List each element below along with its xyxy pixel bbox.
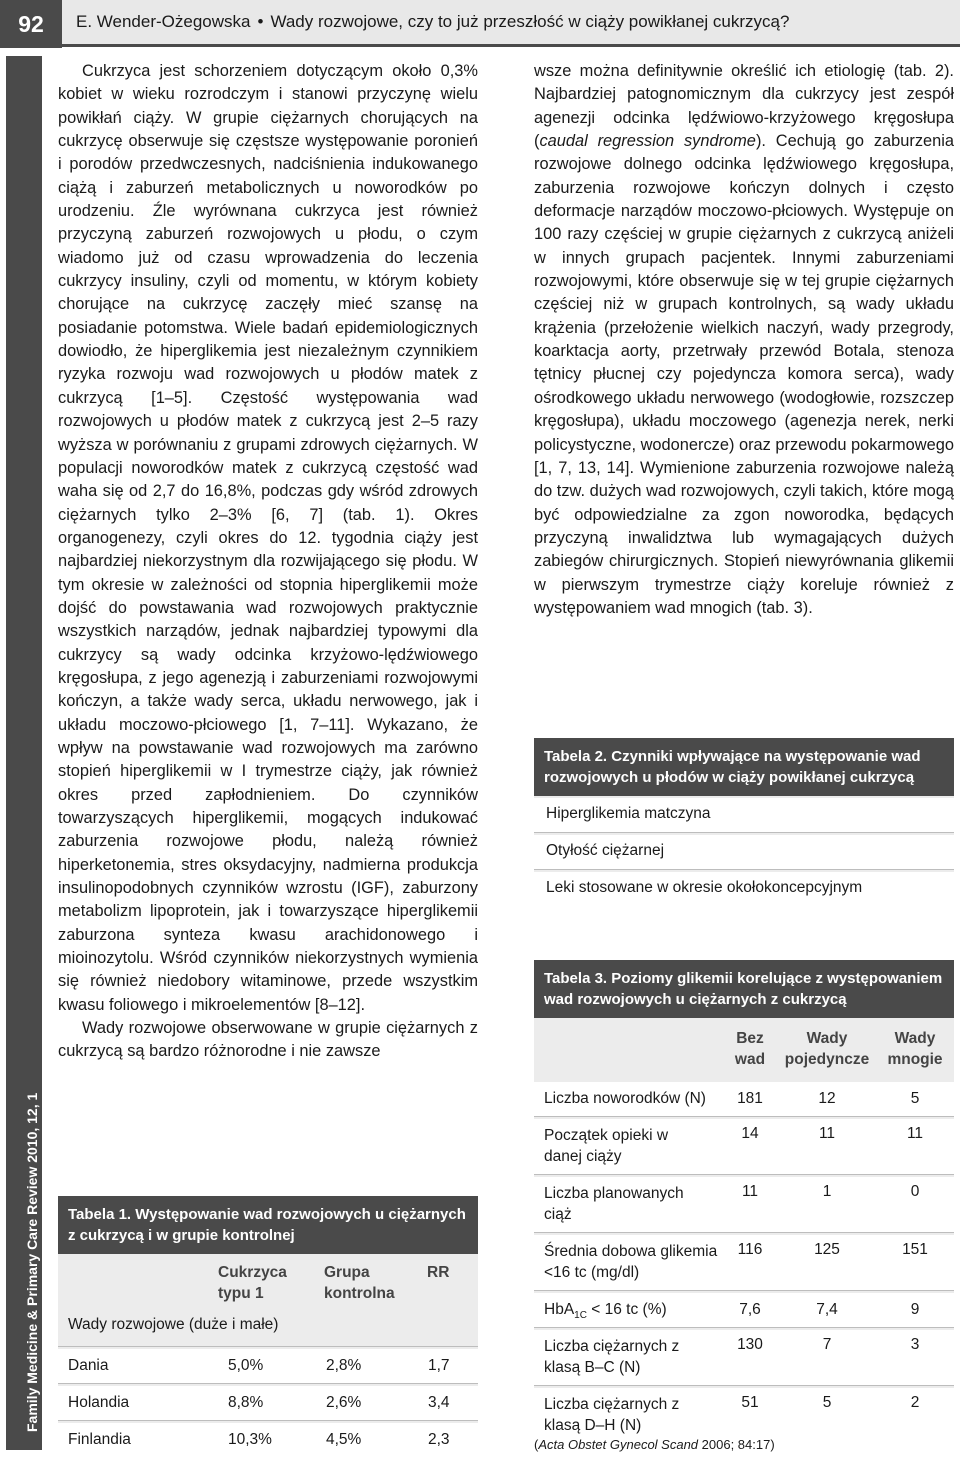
- table-2: [534, 738, 954, 906]
- cell-value: 3,4: [428, 1394, 450, 1411]
- table-row: [534, 1082, 954, 1117]
- cell-value: 12: [818, 1090, 836, 1107]
- table-1-header-row: [58, 1254, 478, 1308]
- table-row: [58, 1386, 478, 1421]
- row-label: Holandia: [68, 1394, 130, 1411]
- text-run: wsze można definitywnie określić ich etiologię (tab. 2). Najbardziej patognomicznym dla cukrzycy jest zespół agenezji odcinka lędźwiowo-krzyżowego kręgosłupa (: [534, 62, 954, 151]
- row-label: Liczba planowanych ciąż: [544, 1185, 684, 1223]
- cell-value: 181: [737, 1090, 763, 1107]
- row-label: Początek opieki w danej ciąży: [544, 1127, 669, 1165]
- table-row: [534, 1388, 954, 1443]
- body-paragraph: Wady rozwojowe obserwowane w grupie ciężarnych z cukrzycą są bardzo różnorodne i nie zawsze: [58, 1019, 478, 1061]
- table-3-source: [534, 1437, 775, 1452]
- text-run: ). Cechują go zaburzenia rozwojowe dolnego odcinka lędźwiowego kręgosłupa, zaburzenia rozwojowe kończyn dolnych i często deformacje narządów moczowo-płciowych. Występuje on 100 razy częściej w grupie ciężarnych z cukrzycą aniżeli w innych grupach pacjentek. Innymi zaburzeniami rozwojowymi, które obserwuje się w tej grupie ciężarnych częściej niż w grupach kontrolnych, są wady układu krążenia (przełożenie wielkich naczyń, wady przegrody, koarktacja aorty, przetrwały przewód Botala, stenoza tętnicy płucnej czy pojedyncza komora serca), wady ośrodkowego układu nerwowego (wodogłowie, rozszczep kręgosłupa), układu moczowego (agenezja nerek, nerki policystyczne, wodonercze) oraz przewodu pokarmowego [1, 7, 13, 14]. Wymienione zaburzenia rozwojowe należą do tzw. dużych wad rozwojowych, czyli takich, które mogą być odpowiedzialne za zgon noworodka, będących przyczyną inwalidztwa lub wymagających dużych zabiegów chirurgicznych. Stopień niewyrównania glikemii w pierwszym trymestrze ciąży koreluje również z występowaniem wad mnogich (tab. 3).: [534, 132, 954, 617]
- italic-term: caudal regression syndrome: [539, 132, 756, 151]
- row-label: [544, 1301, 719, 1321]
- table-row: [58, 1423, 478, 1457]
- table-row: [534, 1293, 954, 1328]
- table-row: [534, 1119, 954, 1175]
- list-item: [534, 872, 954, 906]
- cell-value: 7,6: [739, 1301, 761, 1318]
- cell-value: 11: [906, 1125, 924, 1142]
- cell-value: 5,0%: [228, 1357, 264, 1374]
- table-1-section-row: [58, 1308, 478, 1347]
- cell-value: 1: [822, 1183, 832, 1200]
- cell-value: 116: [737, 1241, 763, 1258]
- row-label: Liczba ciężarnych z klasą D–H (N): [544, 1396, 680, 1434]
- row-label: Średnia dobowa glikemia <16 tc (mg/dl): [544, 1243, 718, 1281]
- cell-value: 7: [822, 1336, 832, 1353]
- cell-value: 0: [910, 1183, 920, 1200]
- bullet-icon: •: [257, 12, 264, 31]
- row-label: Leki stosowane w okresie okołokoncepcyjnym: [546, 879, 863, 896]
- table-3-col-header: Wady pojedyncze: [784, 1030, 870, 1068]
- cell-value: 10,3%: [228, 1431, 272, 1448]
- cell-value: 2: [910, 1394, 920, 1411]
- cell-value: 2,6%: [326, 1394, 362, 1411]
- cell-value: 2,3: [428, 1431, 450, 1448]
- body-column-left: [58, 60, 478, 1064]
- table-1-section-label: Wady rozwojowe (duże i małe): [68, 1316, 279, 1333]
- cell-value: 8,8%: [228, 1394, 264, 1411]
- source-text: (: [534, 1437, 539, 1452]
- table-row: [58, 1349, 478, 1384]
- table-1: [58, 1196, 478, 1457]
- cell-value: 4,5%: [326, 1431, 362, 1448]
- cell-value: 3: [910, 1336, 920, 1353]
- row-label: Liczba ciężarnych z klasą B–C (N): [544, 1338, 680, 1376]
- cell-value: 51: [741, 1394, 759, 1411]
- table-2-title: Tabela 2. Czynniki wpływające na występowanie wad rozwojowych u płodów w ciąży powikłanej cukrzycą: [534, 738, 954, 796]
- header-authors: E. Wender-Ożegowska: [76, 12, 251, 31]
- label-subscript: 1C: [574, 1310, 587, 1322]
- body-paragraph: [534, 60, 954, 620]
- row-label: Dania: [68, 1357, 109, 1374]
- cell-value: 151: [902, 1241, 928, 1258]
- row-label: Otyłość ciężarnej: [546, 842, 665, 859]
- source-journal: Acta Obstet Gynecol Scand: [538, 1437, 699, 1452]
- cell-value: 7,4: [816, 1301, 838, 1318]
- cell-value: 125: [814, 1241, 840, 1258]
- page-number-text: 92: [18, 10, 44, 37]
- cell-value: 1,7: [428, 1357, 450, 1374]
- row-label: Liczba noworodków (N): [544, 1090, 706, 1107]
- table-3-col-header: Bez wad: [734, 1030, 766, 1068]
- list-item: [534, 798, 954, 833]
- table-1-col-header: Cukrzyca typu 1: [218, 1264, 287, 1302]
- cell-value: 11: [818, 1125, 836, 1142]
- label-text: HbA: [544, 1301, 575, 1318]
- table-3-header-row: [534, 1018, 954, 1080]
- cell-value: 14: [741, 1125, 759, 1142]
- table-row: [534, 1177, 954, 1233]
- journal-citation: Family Medicine & Primary Care Review 2010, 12, 1: [24, 1092, 40, 1432]
- table-row: [534, 1330, 954, 1386]
- table-3: [534, 960, 954, 1443]
- table-1-title: Tabela 1. Występowanie wad rozwojowych u ciężarnych z cukrzycą i w grupie kontrolnej: [58, 1196, 478, 1254]
- table-1-col-header: RR: [427, 1264, 450, 1281]
- body-column-right: [534, 60, 954, 620]
- table-3-col-header: Wady mnogie: [887, 1030, 943, 1068]
- source-text: 2006; 84:17): [698, 1437, 775, 1452]
- row-label: Hiperglikemia matczyna: [546, 805, 711, 822]
- header-title: Wady rozwojowe, czy to już przeszłość w ciąży powikłanej cukrzycą?: [270, 12, 790, 31]
- cell-value: 5: [822, 1394, 832, 1411]
- cell-value: 11: [741, 1183, 759, 1200]
- table-1-col-header: Grupa kontrolna: [324, 1264, 395, 1302]
- list-item: [534, 835, 954, 870]
- body-paragraph: Cukrzyca jest schorzeniem dotyczącym około 0,3% kobiet w wieku rozrodczym i stanowi przyczynę wielu powikłań ciąży. W grupie ciężarnych chorujących na cukrzycę obserwuje się częstsze występowanie poronień i porodów przedwczesnych, nadciśnienia indukowanego ciążą i zaburzeń metabolicznych u noworodków po urodzeniu. Źle wyrównana cukrzyca jest również przyczyną zaburzeń rozwojowych u płodu, o czym wiadomo już od czasu wprowadzenia do leczenia cukrzycy insuliny, czyli od momentu, w którym kobiety chorujące na cukrzycę zaczęły mieć szansę na posiadanie potomstwa. Wiele badań epidemiologicznych dowiodło, że hiperglikemia jest niezależnym czynnikiem ryzyka rozwoju wad rozwojowych u płodów matek z cukrzycą [1–5]. Częstość występowania wad rozwojowych u płodów matek z cukrzycą jest 2–5 razy wyższa w porównaniu z grupami zdrowych ciężarnych. W populacji noworodków matek z cukrzycą częstość wad waha się od 2,7 do 16,8%, podczas gdy wśród zdrowych ciężarnych tylko 2–3% [6, 7] (tab. 1). Okres organogenezy, czyli okres do 12. tygodnia ciąży jest najbardziej niekorzystnym dla rozwijającego się płodu. W tym okresie w zależności od stopnia hiperglikemii może dojść do powstawania wad rozwojowych praktycznie wszystkich narządów, jednak najbardziej typowymi dla cukrzycy są wady odcinka krzyżowo-lędźwiowego kręgosłupa, z jego agenezją i zaburzeniami rozwojowymi kończyn, a także wady serca, układu nerwowego, jak i układu moczowo-płciowego [1, 7–11]. Wykazano, że wpływ na powstawanie wad rozwojowych ma zarówno stopień hiperglikemii w I trymestrze ciąży, jak również okres przed zapłodnieniem. Do czynników towarzyszących hiperglikemii, mogących indukować zaburzenia rozwojowe płodu, należą również hiperketonemia, stres oksydacyjny, nadmierna produkcja insulinopodobnych czynników wzrostu (IGF), zaburzony metabolizm lipoprotein, jak i towarzyszące hiperglikemii zaburzona synteza kwasu arachidonowego i mioinozytolu. Wśród czynników niekorzystnych wymienia się również niedobory witaminowe, przede wszystkim kwasu foliowego i mikroelementów [8–12].: [58, 62, 478, 1014]
- label-text: < 16 tc (%): [586, 1301, 667, 1318]
- cell-value: 130: [737, 1336, 763, 1353]
- running-header: [76, 12, 789, 32]
- table-3-title: Tabela 3. Poziomy glikemii korelujące z występowaniem wad rozwojowych u ciężarnych z cukrzycą: [534, 960, 954, 1018]
- row-label: Finlandia: [68, 1431, 131, 1448]
- cell-value: 9: [910, 1301, 920, 1318]
- cell-value: 5: [910, 1090, 920, 1107]
- page-number: [0, 0, 62, 48]
- table-row: [534, 1235, 954, 1291]
- cell-value: 2,8%: [326, 1357, 362, 1374]
